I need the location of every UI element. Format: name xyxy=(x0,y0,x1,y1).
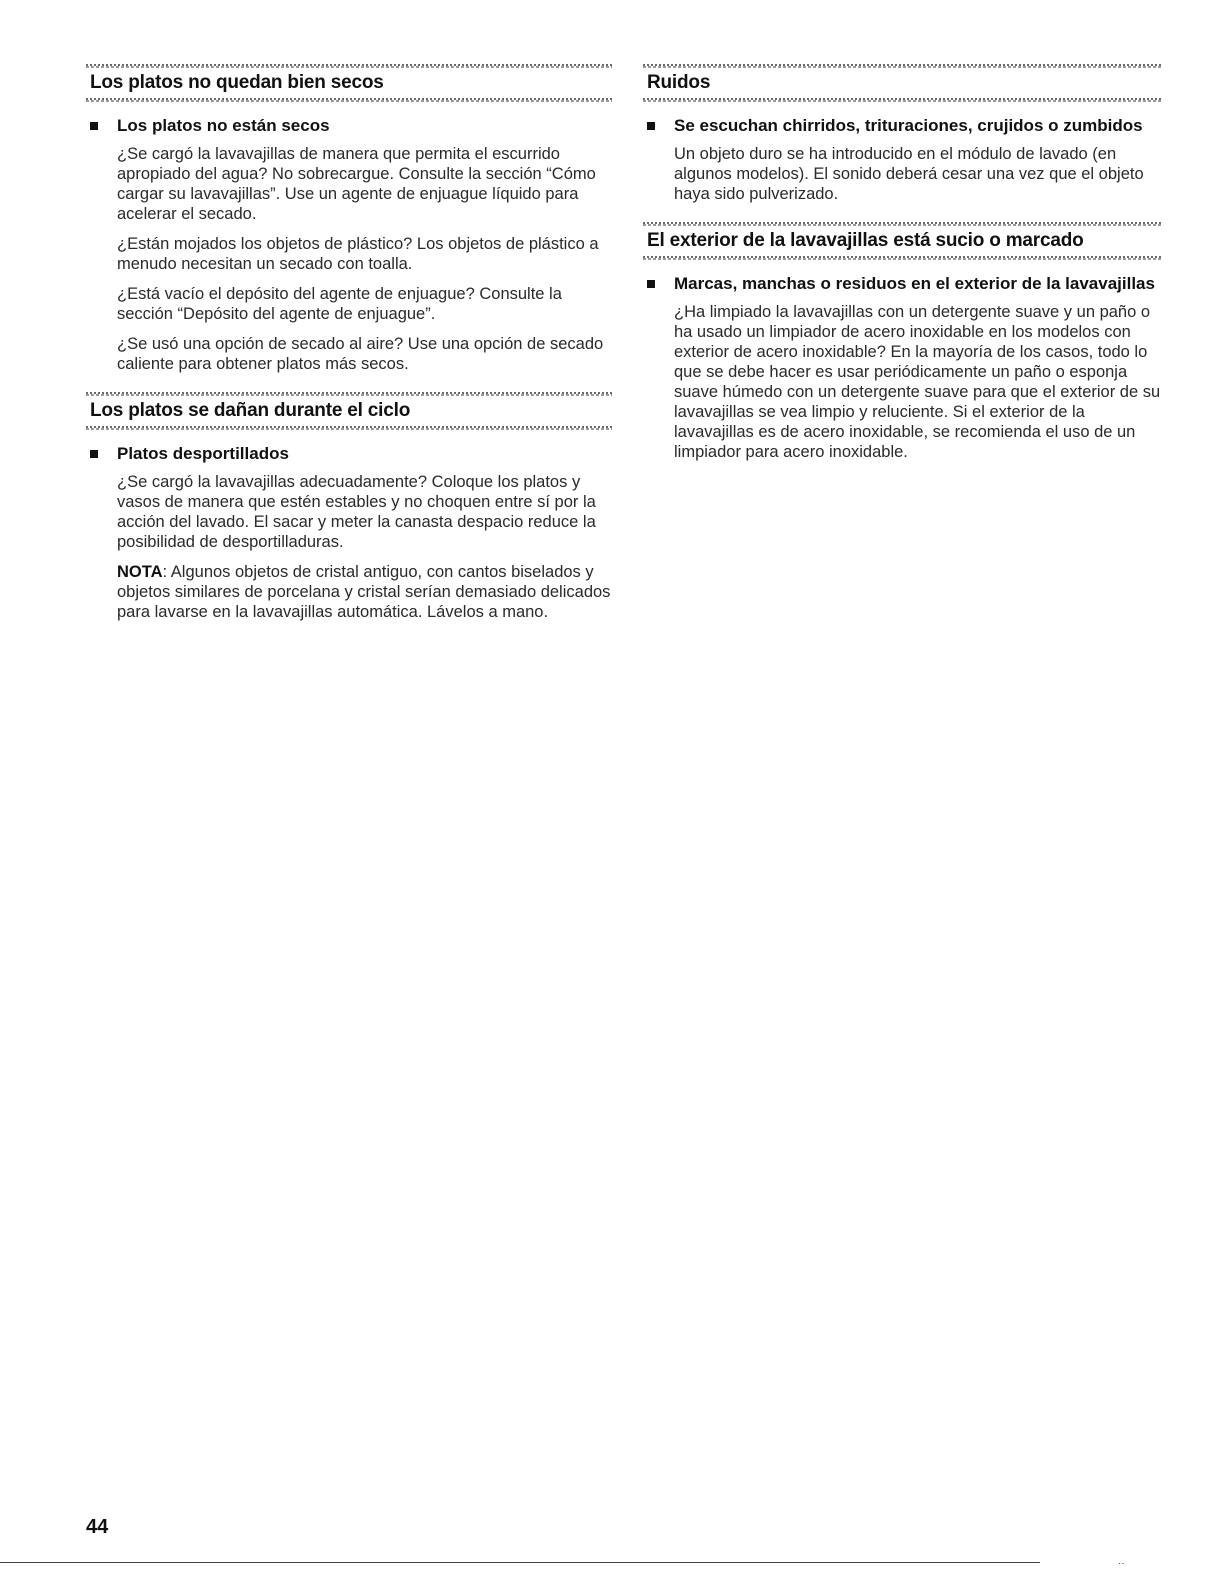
item-heading-text: Platos desportillados xyxy=(117,444,289,463)
paragraph: ¿Ha limpiado la lavavajillas con un detergente suave y un paño o ha usado un limpiador de acero inoxidable en los modelos con exterior de acero inoxidable? En la mayoría de los casos, todo lo que se debe hacer es usar periódicamente un paño o esponja suave húmedo con un detergente suave para que el exterior de su lavavajillas se vea limpio y reluciente. Si el exterior de la lavavajillas es de acero inoxidable, se recomienda el uso de un limpiador para acero inoxidable. xyxy=(674,303,1161,461)
section-bottom-rule xyxy=(86,98,612,102)
square-bullet-icon xyxy=(90,122,98,130)
note-text: : Algunos objetos de cristal antiguo, con cantos biselados y objetos similares de porcelana y cristal serían demasiado delicados para lavarse en la lavavajillas automática. Lávelos a mano. xyxy=(117,563,611,621)
section-bottom-rule xyxy=(643,98,1163,102)
section-title: Los platos se dañan durante el ciclo xyxy=(90,400,411,421)
troubleshoot-item xyxy=(643,116,1163,204)
section-dishes-damaged xyxy=(86,392,612,622)
note-label: NOTA xyxy=(117,563,163,581)
item-heading xyxy=(643,274,1163,294)
section-exterior-dirty xyxy=(643,222,1163,462)
troubleshoot-item xyxy=(86,116,612,374)
section-bottom-rule xyxy=(86,426,612,430)
right-column xyxy=(643,64,1163,480)
section-title: Los platos no quedan bien secos xyxy=(90,72,384,93)
paragraph: ¿Se cargó la lavavajillas adecuadamente? Coloque los platos y vasos de manera que estén estables y no choquen entre sí por la acción del lavado. El sacar y meter la canasta despacio reduce la posibilidad de desportilladuras. xyxy=(117,473,596,551)
section-top-rule xyxy=(86,392,612,396)
paragraph: ¿Se cargó la lavavajillas de manera que permita el escurrido apropiado del agua? No sobrecargue. Consulte la sección “Cómo cargar su lavavajillas”. Use un agente de enjuague líquido para acelerar el secado. xyxy=(117,145,596,223)
note-paragraph xyxy=(117,562,612,622)
item-heading xyxy=(643,116,1163,136)
paragraph: ¿Está vacío el depósito del agente de enjuague? Consulte la sección “Depósito del agente de enjuague”. xyxy=(117,285,562,323)
section-title: Ruidos xyxy=(647,72,711,93)
section-title: El exterior de la lavavajillas está sucio o marcado xyxy=(647,230,1084,251)
item-heading xyxy=(86,116,612,136)
section-bottom-rule xyxy=(643,256,1163,260)
square-bullet-icon xyxy=(647,122,655,130)
troubleshoot-item xyxy=(86,444,612,622)
square-bullet-icon xyxy=(90,450,98,458)
item-heading-text: Los platos no están secos xyxy=(117,116,330,135)
section-dishes-not-dry xyxy=(86,64,612,374)
section-top-rule xyxy=(643,222,1163,226)
item-heading-text: Marcas, manchas o residuos en el exterior de la lavavajillas xyxy=(674,274,1155,293)
paragraph: ¿Se usó una opción de secado al aire? Use una opción de secado caliente para obtener platos más secos. xyxy=(117,335,604,373)
section-top-rule xyxy=(86,64,612,68)
paragraph: ¿Están mojados los objetos de plástico? Los objetos de plástico a menudo necesitan un secado con toalla. xyxy=(117,235,599,273)
paragraph: Un objeto duro se ha introducido en el módulo de lavado (en algunos modelos). El sonido deberá cesar una vez que el objeto haya sido pulverizado. xyxy=(674,145,1144,203)
section-noises xyxy=(643,64,1163,204)
item-heading xyxy=(86,444,612,464)
section-top-rule xyxy=(643,64,1163,68)
troubleshoot-item xyxy=(643,274,1163,462)
square-bullet-icon xyxy=(647,280,655,288)
footer-mark: ‥ xyxy=(1118,1556,1125,1567)
page-number: 44 xyxy=(86,1516,109,1538)
footer-rule xyxy=(0,1562,1040,1563)
left-column xyxy=(86,64,612,640)
item-heading-text: Se escuchan chirridos, trituraciones, crujidos o zumbidos xyxy=(674,116,1143,135)
